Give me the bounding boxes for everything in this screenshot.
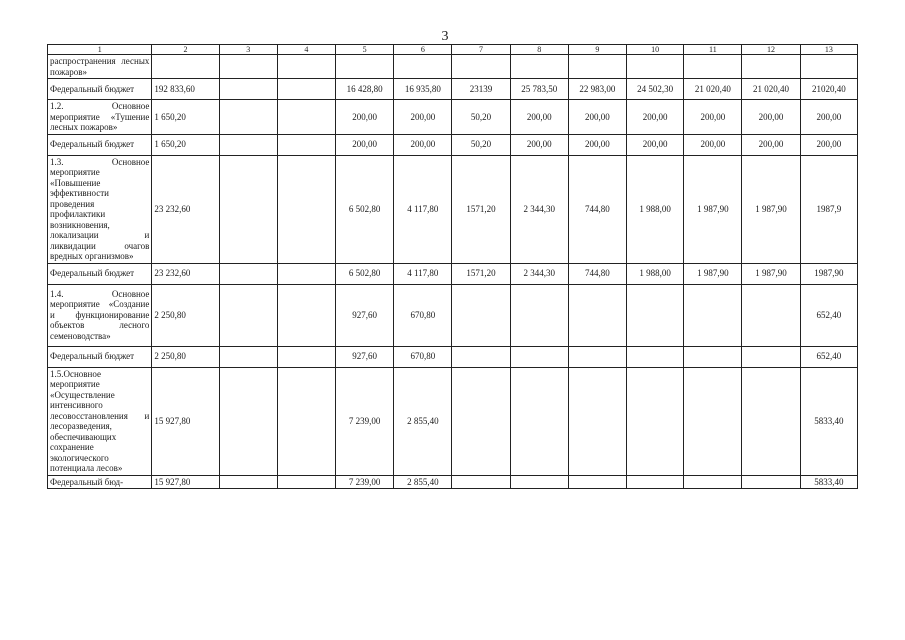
budget-table [47, 44, 858, 489]
table-row [48, 155, 858, 263]
value-cell: 15 927,80 [152, 367, 219, 475]
value-cell: 5833,40 [800, 475, 857, 489]
value-cell [510, 475, 568, 489]
value-cell: 21 020,40 [742, 79, 800, 100]
value-cell: 1 987,90 [742, 263, 800, 284]
value-cell [452, 346, 510, 367]
value-cell [277, 475, 335, 489]
value-cell: 927,60 [336, 346, 394, 367]
table-row [48, 134, 858, 155]
value-cell: 200,00 [510, 134, 568, 155]
value-cell: 1 650,20 [152, 134, 219, 155]
value-cell: 5833,40 [800, 367, 857, 475]
value-cell [219, 367, 277, 475]
value-cell: 50,20 [452, 134, 510, 155]
value-cell [219, 284, 277, 346]
value-cell [277, 367, 335, 475]
value-cell [627, 367, 684, 475]
value-cell: 192 833,60 [152, 79, 219, 100]
value-cell [800, 55, 857, 79]
value-cell: 200,00 [627, 134, 684, 155]
column-header: 13 [800, 45, 857, 55]
table-row [48, 100, 858, 135]
page-number: 3 [441, 29, 449, 44]
value-cell [510, 284, 568, 346]
column-header: 7 [452, 45, 510, 55]
value-cell: 2 855,40 [394, 475, 452, 489]
value-cell [568, 346, 626, 367]
column-header: 9 [568, 45, 626, 55]
column-header: 3 [219, 45, 277, 55]
value-cell [742, 55, 800, 79]
value-cell [684, 55, 742, 79]
value-cell: 7 239,00 [336, 475, 394, 489]
value-cell: 744,80 [568, 155, 626, 263]
value-cell: 200,00 [510, 100, 568, 135]
value-cell [684, 284, 742, 346]
row-label: Федеральный бюджет [48, 79, 152, 100]
value-cell [277, 100, 335, 135]
value-cell: 200,00 [394, 100, 452, 135]
value-cell: 2 344,30 [510, 155, 568, 263]
value-cell [510, 346, 568, 367]
column-header: 2 [152, 45, 219, 55]
value-cell: 1571,20 [452, 155, 510, 263]
value-cell: 2 250,80 [152, 346, 219, 367]
value-cell [219, 134, 277, 155]
value-cell: 16 935,80 [394, 79, 452, 100]
value-cell: 4 117,80 [394, 263, 452, 284]
header-row [48, 45, 858, 55]
table-row [48, 346, 858, 367]
value-cell: 200,00 [800, 134, 857, 155]
value-cell: 744,80 [568, 263, 626, 284]
value-cell: 6 502,80 [336, 263, 394, 284]
value-cell: 1 988,00 [627, 155, 684, 263]
value-cell: 16 428,80 [336, 79, 394, 100]
column-header: 8 [510, 45, 568, 55]
row-label: 1.3. Основное мероприятие «Повышение эффективности проведения профилактики возникновения, локализации и ликвидации очагов вредных организмов» [48, 155, 152, 263]
value-cell [219, 55, 277, 79]
value-cell [568, 475, 626, 489]
value-cell [742, 284, 800, 346]
value-cell [452, 367, 510, 475]
value-cell: 1 987,90 [742, 155, 800, 263]
value-cell: 2 855,40 [394, 367, 452, 475]
value-cell [452, 55, 510, 79]
table-row [48, 367, 858, 475]
value-cell [219, 79, 277, 100]
column-header: 11 [684, 45, 742, 55]
value-cell [152, 55, 219, 79]
column-header: 1 [48, 45, 152, 55]
value-cell [219, 346, 277, 367]
row-label: 1.5.Основное мероприятие «Осуществление интенсивного лесовосстановления и лесоразведения, обеспечивающих сохранение экологического потенциала лесов» [48, 367, 152, 475]
value-cell [219, 475, 277, 489]
value-cell: 50,20 [452, 100, 510, 135]
value-cell [277, 284, 335, 346]
value-cell [684, 475, 742, 489]
value-cell [627, 475, 684, 489]
value-cell: 652,40 [800, 284, 857, 346]
value-cell: 200,00 [336, 134, 394, 155]
value-cell [277, 134, 335, 155]
value-cell: 1987,90 [800, 263, 857, 284]
table-body [48, 55, 858, 489]
value-cell: 1987,9 [800, 155, 857, 263]
value-cell: 6 502,80 [336, 155, 394, 263]
value-cell [277, 346, 335, 367]
value-cell: 21 020,40 [684, 79, 742, 100]
row-label: Федеральный бюджет [48, 134, 152, 155]
value-cell [742, 367, 800, 475]
value-cell: 1 987,90 [684, 263, 742, 284]
value-cell [510, 55, 568, 79]
value-cell: 1 987,90 [684, 155, 742, 263]
value-cell [277, 55, 335, 79]
value-cell [219, 263, 277, 284]
row-label: Федеральный бюд- [48, 475, 152, 489]
value-cell: 1 650,20 [152, 100, 219, 135]
value-cell: 927,60 [336, 284, 394, 346]
column-header: 6 [394, 45, 452, 55]
value-cell: 15 927,80 [152, 475, 219, 489]
value-cell [336, 55, 394, 79]
value-cell [627, 55, 684, 79]
value-cell: 2 344,30 [510, 263, 568, 284]
value-cell: 23 232,60 [152, 155, 219, 263]
table-row [48, 79, 858, 100]
value-cell: 22 983,00 [568, 79, 626, 100]
value-cell: 200,00 [568, 134, 626, 155]
value-cell: 200,00 [742, 134, 800, 155]
value-cell [627, 284, 684, 346]
row-label: Федеральный бюджет [48, 346, 152, 367]
value-cell: 200,00 [336, 100, 394, 135]
value-cell: 2 250,80 [152, 284, 219, 346]
row-label: 1.2. Основное мероприятие «Тушение лесных пожаров» [48, 100, 152, 135]
value-cell: 7 239,00 [336, 367, 394, 475]
value-cell: 23139 [452, 79, 510, 100]
value-cell [277, 263, 335, 284]
value-cell [568, 367, 626, 475]
row-label: 1.4. Основное мероприятие «Создание и функционирование объектов лесного семеноводства» [48, 284, 152, 346]
value-cell [684, 367, 742, 475]
value-cell: 200,00 [800, 100, 857, 135]
value-cell [394, 55, 452, 79]
column-header: 12 [742, 45, 800, 55]
value-cell: 21020,40 [800, 79, 857, 100]
value-cell [452, 475, 510, 489]
value-cell [568, 284, 626, 346]
value-cell: 4 117,80 [394, 155, 452, 263]
value-cell: 200,00 [684, 134, 742, 155]
column-header: 5 [336, 45, 394, 55]
column-header: 4 [277, 45, 335, 55]
value-cell: 670,80 [394, 284, 452, 346]
row-label: распространения лесных пожаров» [48, 55, 152, 79]
value-cell: 1571,20 [452, 263, 510, 284]
table-row [48, 475, 858, 489]
value-cell [277, 155, 335, 263]
value-cell [568, 55, 626, 79]
value-cell: 200,00 [742, 100, 800, 135]
value-cell [684, 346, 742, 367]
value-cell [219, 155, 277, 263]
value-cell: 200,00 [568, 100, 626, 135]
value-cell [742, 475, 800, 489]
column-header: 10 [627, 45, 684, 55]
table-row [48, 263, 858, 284]
value-cell: 1 988,00 [627, 263, 684, 284]
value-cell: 200,00 [684, 100, 742, 135]
value-cell: 652,40 [800, 346, 857, 367]
row-label: Федеральный бюджет [48, 263, 152, 284]
value-cell: 23 232,60 [152, 263, 219, 284]
table-row [48, 284, 858, 346]
value-cell [510, 367, 568, 475]
value-cell [742, 346, 800, 367]
value-cell: 670,80 [394, 346, 452, 367]
value-cell [219, 100, 277, 135]
value-cell [452, 284, 510, 346]
table-row [48, 55, 858, 79]
value-cell: 24 502,30 [627, 79, 684, 100]
value-cell: 200,00 [627, 100, 684, 135]
value-cell [277, 79, 335, 100]
value-cell: 25 783,50 [510, 79, 568, 100]
value-cell [627, 346, 684, 367]
value-cell: 200,00 [394, 134, 452, 155]
